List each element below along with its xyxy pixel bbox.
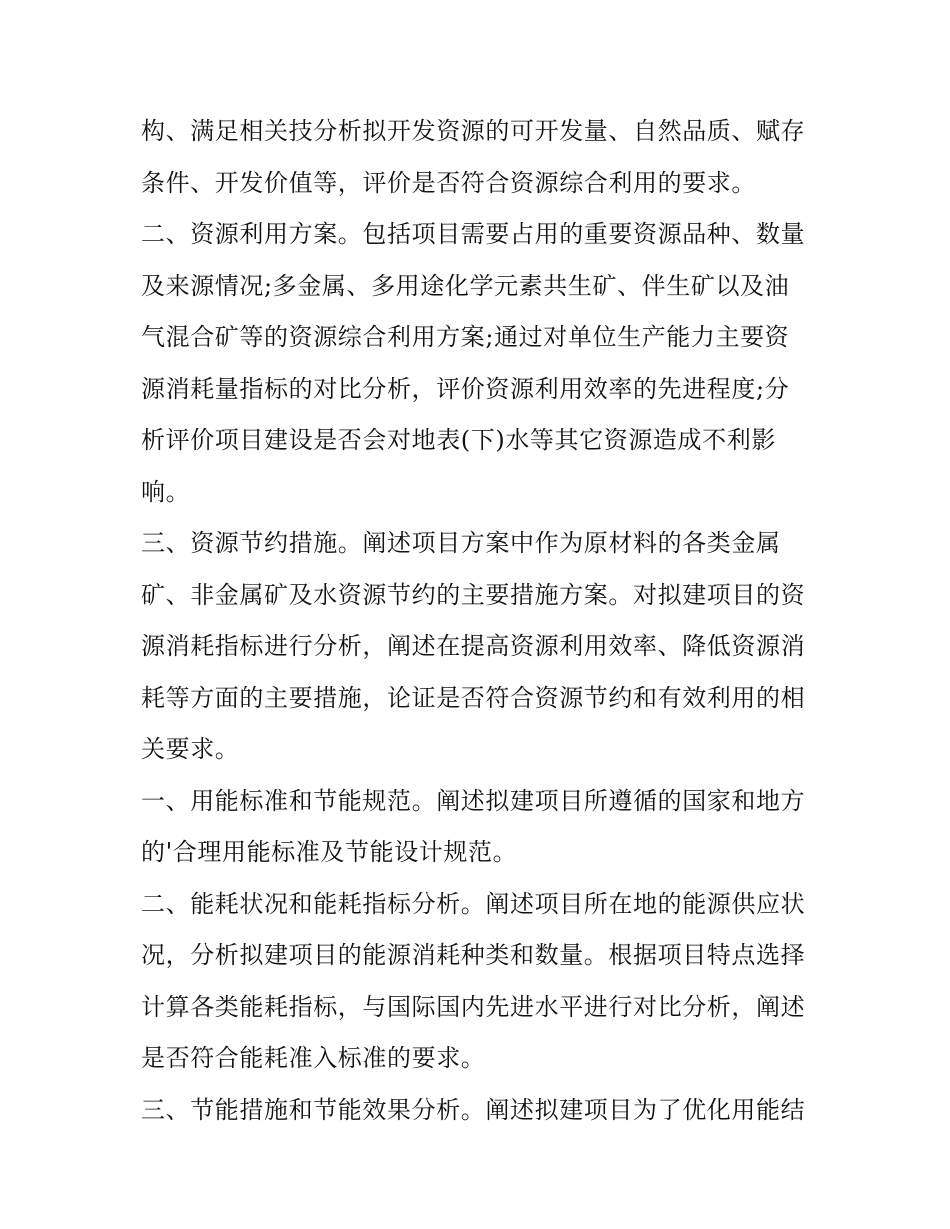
text-line: 计算各类能耗指标，与国际国内先进水平进行对比分析，阐述 (141, 992, 806, 1021)
text-line: 的'合理用能标准及节能设计规范。 (141, 838, 518, 866)
text-line: 析评价项目建设是否会对地表(下)水等其它资源造成不利影 (141, 426, 776, 454)
text-line: 况，分析拟建项目的能源消耗种类和数量。根据项目特点选择 (141, 941, 806, 969)
text-line: 三、资源节约措施。阐述项目方案中作为原材料的各类金属 (141, 529, 781, 557)
text-line: 二、资源利用方案。包括项目需要占用的重要资源品种、数量 (141, 220, 806, 248)
text-line: 及来源情况;多金属、多用途化学元素共生矿、伴生矿以及油 (141, 271, 790, 300)
text-line: 响。 (141, 477, 191, 506)
text-line: 三、节能措施和节能效果分析。阐述拟建项目为了优化用能结 (141, 1095, 806, 1124)
body-text (141, 106, 821, 1136)
text-line: 耗等方面的主要措施，论证是否符合资源节约和有效利用的相 (141, 683, 806, 712)
text-line: 一、用能标准和节能规范。阐述拟建项目所遵循的国家和地方 (141, 786, 806, 815)
text-line: 二、能耗状况和能耗指标分析。阐述项目所在地的能源供应状 (141, 889, 806, 918)
text-line: 关要求。 (141, 735, 240, 763)
text-line: 矿、非金属矿及水资源节约的主要措施方案。对拟建项目的资 (141, 580, 806, 609)
text-line: 构、满足相关技分析拟开发资源的可开发量、自然品质、赋存 (141, 117, 806, 145)
text-line: 源消耗指标进行分析，阐述在提高资源利用效率、降低资源消 (141, 632, 806, 660)
text-line: 源消耗量指标的对比分析，评价资源利用效率的先进程度;分 (141, 374, 790, 403)
text-line: 气混合矿等的资源综合利用方案;通过对单位生产能力主要资 (141, 323, 790, 351)
text-line: 是否符合能耗准入标准的要求。 (141, 1044, 486, 1072)
text-line: 条件、开发价值等，评价是否符合资源综合利用的要求。 (141, 168, 756, 197)
